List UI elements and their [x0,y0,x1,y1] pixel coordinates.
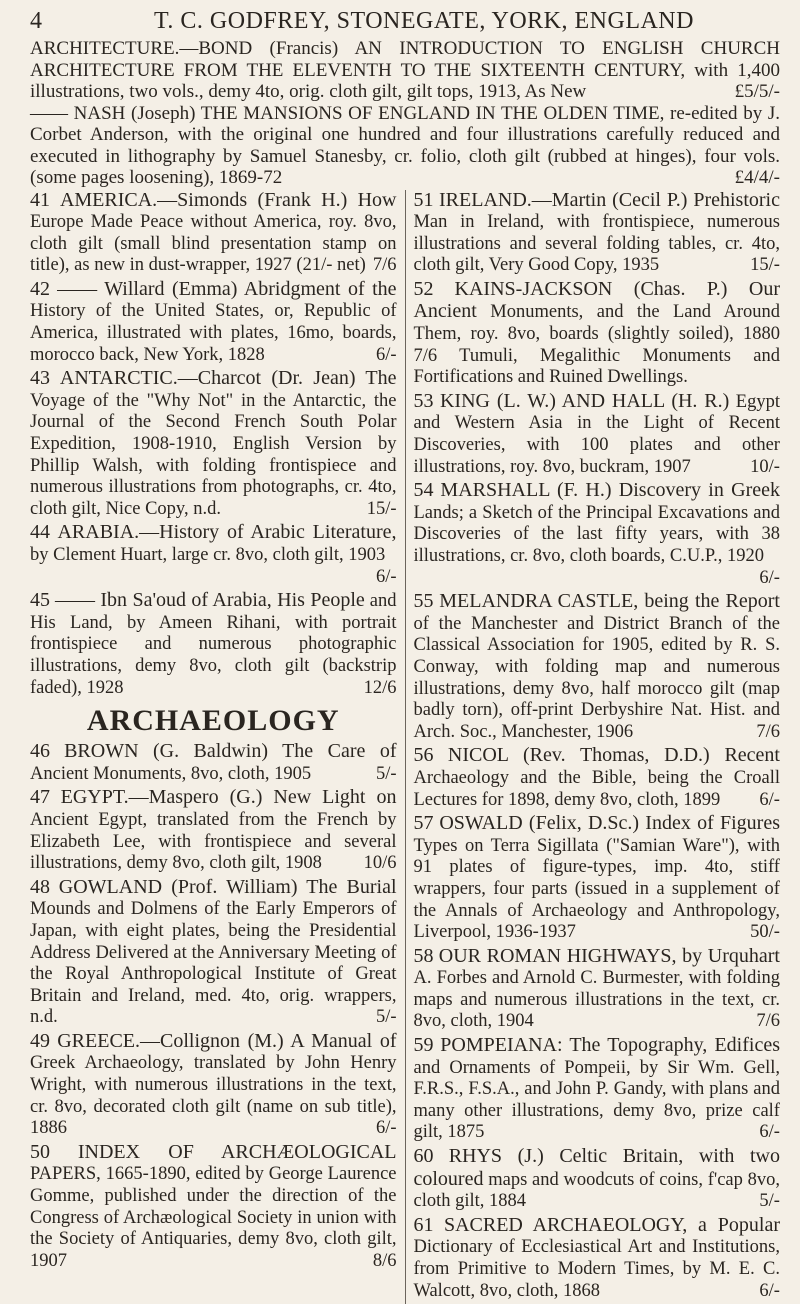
catalogue-entry [30,590,397,699]
entry-price: 6/- [753,1122,780,1144]
entry-description: Types on Terra Sigillata ("Samian Ware"), with 91 plates of figure-types, imp. 4to, stiff wrappers, four parts (issued in a supplement of the Annals of Archaeology and Anthropology, Liverpool, 1936-1937 [413,836,780,942]
entry-price: £4/4/- [735,167,780,189]
entry-heading: ARABIA.—History of Arabic Literature, [57,521,396,543]
entry-price: 10/6 [358,853,397,875]
entry-description: Monuments, and the Land Around Them, roy. 8vo, boards (slightly soiled), 1880 7/6 Tumuli, Megalithic Monuments and Fortifications and Ruined Dwellings. [413,302,780,387]
entry-price: 8/6 [367,1251,397,1273]
entry-price: 7/6 [367,255,397,277]
entry-description: Europe Made Peace without America, roy. 8vo, cloth gilt (small blind presentation stamp on title), as new in dust-wrapper, 1927 (21/- net) [30,212,397,275]
catalogue-entry [30,522,397,588]
two-column-listing [30,190,780,1304]
entry-number: 55 [413,590,433,612]
entry-description: and His Land, by Ameen Rihani, with portrait frontispiece and numerous photographic illustrations, demy 8vo, cloth gilt (backstrip faded), 1928 [30,591,397,697]
entry-number: 54 [413,479,433,501]
entry-price: 5/- [370,1007,397,1029]
entry-description: Greek Archaeology, translated by John Henry Wright, with numerous illustrations in the text, cr. 8vo, decorated cloth gilt (name on sub title), 1886 [30,1053,397,1138]
catalogue-entry [413,1035,780,1144]
lead-entry: —— NASH (Joseph) THE MANSIONS OF ENGLAND IN THE OLDEN TIME, re-edited by J. Corbet Anderson, with the original one hundred and four illustrations carefully reduced and executed in lithography by Samuel Stanesby, cr. folio, cloth gilt (rubbed at hinges), four vols. (some pages loosening), 1869-72 £4/4/- [30,103,780,189]
catalogue-entry [413,946,780,1033]
entry-price: 5/- [370,764,397,786]
entry-description: Mounds and Dolmens of the Early Emperors of Japan, with eight plates, being the Presidential Address Delivered at the Anniversary Meeting of the Royal Anthropological Institute of Great Britain and Ireland, med. 4to, orig. wrappers, n.d. [30,899,397,1027]
catalogue-entry [413,1146,780,1213]
catalogue-entry [30,1142,397,1273]
entry-price: 10/- [744,457,780,479]
running-head [30,6,780,36]
entry-heading: SACRED ARCHAEOLOGY, a Popular [444,1214,780,1236]
entry-price: £5/5/- [735,81,780,103]
catalogue-entry [413,391,780,478]
entry-description: Man in Ireland, with frontispiece, numerous illustrations and several folding tables, cr. 4to, cloth gilt, Very Good Copy, 1935 [413,212,780,275]
catalogue-entry [413,190,780,277]
entry-heading: KAINS-JACKSON (Chas. P.) Our Ancient [413,278,780,323]
lead-entry: ARCHITECTURE.—BOND (Francis) AN INTRODUCTION TO ENGLISH CHURCH ARCHITECTURE FROM THE ELEVENTH TO THE SIXTEENTH CENTURY, with 1,400 illustrations, two vols., demy 4to, orig. cloth gilt, gilt tops, 1913, As New £5/5/- [30,38,780,103]
entry-price: 7/6 [750,1011,780,1033]
entry-heading: MARSHALL (F. H.) Discovery in Greek [440,479,780,501]
entry-number: 58 [413,945,433,967]
catalogue-entry [413,591,780,743]
entry-price: 12/6 [358,678,397,700]
entry-price: 6/- [753,568,780,590]
catalogue-entry [30,787,397,874]
catalogue-entry [30,279,397,366]
entry-heading: —— Ibn Sa'oud of Arabia, His People [55,589,365,611]
entry-heading: OUR ROMAN HIGHWAYS, by Urquhart [439,945,780,967]
catalogue-entry [30,190,397,277]
catalogue-entry [413,480,780,589]
catalogue-entry [413,279,780,389]
entry-heading: MELANDRA CASTLE, being the Report [439,590,780,612]
entry-number: 59 [413,1034,433,1056]
lead-entries [30,38,780,189]
entry-description: of the Manchester and District Branch of the Classical Association for 1905, edited by R. S. Conway, with folding map and numerous illustrations, demy 8vo, half morocco gilt (map badly torn), off-print Derbyshire Nat. Hist. and Arch. Soc., Manchester, 1906 [413,614,780,742]
entry-price: 50/- [744,922,780,944]
catalogue-entry [413,1215,780,1302]
entry-description: and Ornaments of Pompeii, by Sir Wm. Gell, F.R.S., F.S.A., and John P. Gandy, with plans and many other illustrations, demy 8vo, prize calf gilt, 1875 [413,1058,780,1143]
entry-heading: GREECE.—Collignon (M.) A Manual of [57,1030,396,1052]
entry-description: Lands; a Sketch of the Principal Excavations and Discoveries of the last fifty years, with 38 illustrations, cr. 8vo, cloth boards, C.U.P., 1920 [413,503,780,566]
entry-number: 50 [30,1141,50,1163]
entry-heading: —— Willard (Emma) Abridgment of the [57,278,396,300]
entry-number: 57 [413,812,433,834]
entry-number: 56 [413,744,433,766]
entry-number: 60 [413,1145,433,1167]
entry-description: Archaeology and the Bible, being the Croall Lectures for 1898, demy 8vo, cloth, 1899 [413,768,780,810]
entry-price: 6/- [753,1281,780,1303]
entry-price: 6/- [370,345,397,367]
entry-heading: GOWLAND (Prof. William) The Burial [59,876,397,898]
entry-description: Ancient Egypt, translated from the French by Elizabeth Lee, with frontispiece and several illustrations, demy 8vo, cloth gilt, 1908 [30,810,397,873]
entry-heading: AMERICA.—Simonds (Frank H.) How [60,189,397,211]
catalogue-entry [30,368,397,520]
entry-price: 15/- [361,499,397,521]
entry-heading: NICOL (Rev. Thomas, D.D.) Recent [448,744,780,766]
entry-price: 6/- [370,567,397,589]
entry-number: 47 [30,786,50,808]
running-head-title: T. C. GODFREY, STONEGATE, YORK, ENGLAND [68,6,780,36]
section-heading: ARCHAEOLOGY [30,701,397,741]
entry-price: 5/- [753,1191,780,1213]
right-column [413,190,780,1304]
entry-description: maps and woodcuts of coins, f'cap 8vo, cloth gilt, 1884 [413,1170,780,1212]
entry-description: Dictionary of Ecclesiastical Art and Institutions, from Primitive to Modern Times, by M. E. C. Walcott, 8vo, cloth, 1868 [413,1237,780,1300]
entry-number: 41 [30,189,50,211]
entry-number: 51 [413,189,433,211]
entry-heading: OSWALD (Felix, D.Sc.) Index of Figures [439,812,780,834]
entry-price: 6/- [753,790,780,812]
entry-number: 53 [413,390,433,412]
entry-description: Egypt and Western Asia in the Light of Recent Discoveries, with 100 plates and other illustrations, roy. 8vo, buckram, 1907 [413,392,780,477]
column-divider [405,190,406,1304]
entry-heading: EGYPT.—Maspero (G.) New Light on [61,786,397,808]
catalogue-entry [413,813,780,944]
entry-heading: ANTARCTIC.—Charcot (Dr. Jean) The [60,367,397,389]
entry-heading: IRELAND.—Martin (Cecil P.) Prehistoric [439,189,780,211]
entry-number: 43 [30,367,50,389]
entry-heading: BROWN (G. Baldwin) The Care of [64,740,396,762]
entry-heading: RHYS (J.) Celtic Britain, with two coloured [413,1145,780,1190]
entry-price: 7/6 [750,722,780,744]
catalogue-entry [30,877,397,1029]
entry-description: by Clement Huart, large cr. 8vo, cloth gilt, 1903 [30,545,385,565]
entry-description: A. Forbes and Arnold C. Burmester, with folding maps and numerous illustrations in the text, cr. 8vo, cloth, 1904 [413,968,780,1031]
entry-price: 15/- [744,255,780,277]
catalogue-entry [30,741,397,785]
entry-number: 52 [413,278,433,300]
catalogue-entry [30,1031,397,1140]
entry-description: PAPERS, 1665-1890, edited by George Laurence Gomme, published under the direction of the Congress of Archæological Society in union with the Society of Antiquaries, demy 8vo, cloth gilt, 1907 [30,1164,397,1270]
entry-number: 48 [30,876,50,898]
entry-number: 45 [30,589,50,611]
left-column [30,190,397,1304]
entry-price: 6/- [370,1118,397,1140]
entry-heading: KING (L. W.) AND HALL (H. R.) [440,390,729,412]
catalogue-entry [413,745,780,811]
page-number: 4 [30,6,50,36]
entry-heading: POMPEIANA: The Topography, Edifices [440,1034,780,1056]
entry-description: Voyage of the "Why Not" in the Antarctic, the Journal of the Second French South Polar Expedition, 1908-1910, English Version by Phillip Walsh, with folding frontispiece and numerous illustrations from photographs, cr. 4to, cloth gilt, Nice Copy, n.d. [30,391,397,519]
entry-description: History of the United States, or, Republic of America, illustrated with plates, 16mo, boards, morocco back, New York, 1828 [30,301,397,364]
entry-number: 46 [30,740,50,762]
entry-heading: INDEX OF ARCHÆOLOGICAL [78,1141,397,1163]
entry-number: 44 [30,521,50,543]
entry-description: Ancient Monuments, 8vo, cloth, 1905 [30,764,311,784]
entry-number: 49 [30,1030,50,1052]
entry-number: 42 [30,278,50,300]
entry-number: 61 [413,1214,433,1236]
